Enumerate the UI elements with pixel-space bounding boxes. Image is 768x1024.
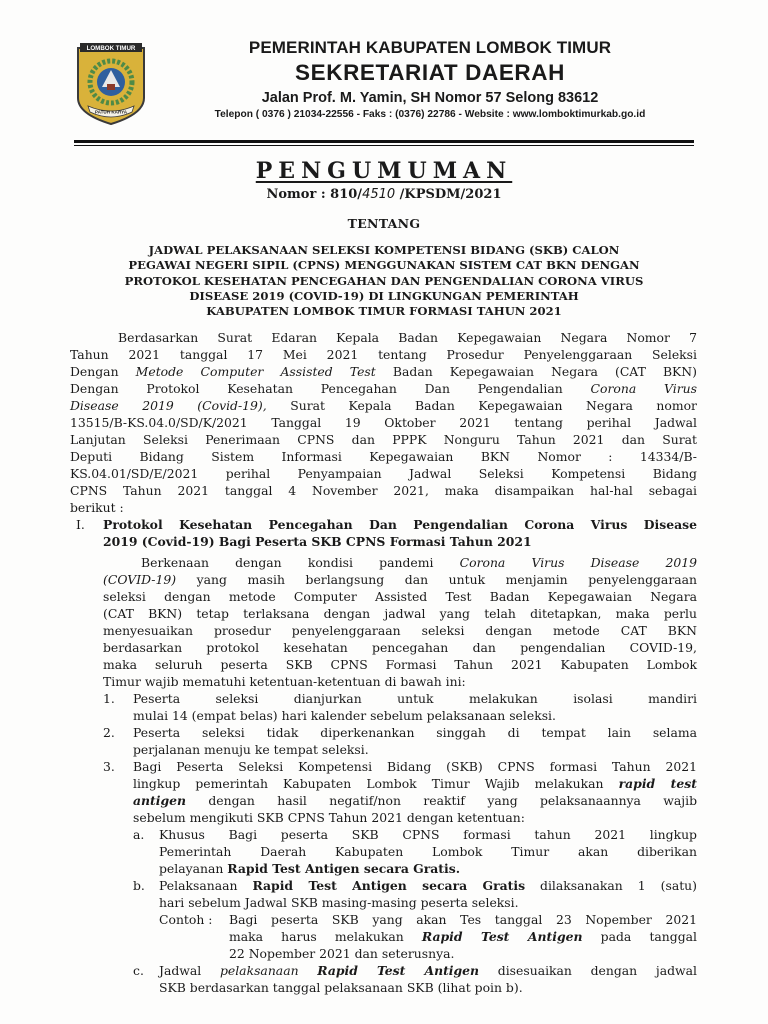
subject-line: PROTOKOL KESEHATAN PENCEGAHAN DAN PENGENDALIAN CORONA VIRUS <box>124 273 644 288</box>
section-paragraph-line: seleksi dengan metode Computer Assisted Test Badan Kepegawaian Negara <box>103 589 697 604</box>
list-item-line: sebelum mengikuti SKB CPNS Tahun 2021 dengan ketentuan: <box>133 810 525 825</box>
list-item-line: antigen dengan hasil negatif/non reaktif yang pelaksanaannya wajib <box>133 793 697 808</box>
section-heading: Protokol Kesehatan Pencegahan Dan Pengendalian Corona Virus Disease <box>103 517 697 532</box>
section-paragraph-line: berdasarkan protokol kesehatan pencegahan dan pengendalian COVID-19, <box>103 640 697 655</box>
section-paragraph-line: (CAT BKN) tetap terlaksana dengan jadwal yang telah ditetapkan, maka perlu <box>103 606 697 621</box>
sublist-item-line: SKB berdasarkan tanggal pelaksanaan SKB (lihat poin b). <box>159 980 523 995</box>
list-item-line: Peserta seleksi dianjurkan untuk melakukan isolasi mandiri <box>133 691 697 706</box>
intro-line: Dengan Metode Computer Assisted Test Badan Kepegawaian Negara (CAT BKN) <box>70 364 697 379</box>
emblem-banner-text: LOMBOK TIMUR <box>86 45 136 52</box>
subject-line: DISEASE 2019 (COVID-19) DI LINGKUNGAN PEMERINTAH <box>189 288 579 303</box>
number-prefix: Nomor : 810/ <box>266 187 363 202</box>
list-number: 3. <box>103 759 115 774</box>
intro-line: berikut : <box>70 500 124 515</box>
sublist-item-line: Jadwal pelaksanaan Rapid Test Antigen disesuaikan dengan jadwal <box>159 963 697 978</box>
section-heading: 2019 (Covid-19) Bagi Peserta SKB CPNS Formasi Tahun 2021 <box>103 534 532 549</box>
subject-line: JADWAL PELAKSANAAN SELEKSI KOMPETENSI BIDANG (SKB) CALON <box>148 243 620 257</box>
about-label: TENTANG <box>347 216 421 231</box>
intro-line: 13515/B-KS.04.0/SD/K/2021 Tanggal 19 Oktober 2021 tentang perihal Jadwal <box>70 415 697 430</box>
intro-line: Disease 2019 (Covid-19), Surat Kepala Badan Kepegawaian Negara nomor <box>70 398 697 413</box>
list-item-line: Bagi Peserta Seleksi Kompetensi Bidang (SKB) CPNS formasi Tahun 2021 <box>133 759 697 774</box>
sublist-item-line: pelayanan Rapid Test Antigen secara Gratis. <box>159 861 461 876</box>
subject-line: KABUPATEN LOMBOK TIMUR FORMASI TAHUN 2021 <box>206 304 562 319</box>
number-handwritten: 4510 <box>362 187 396 202</box>
announcement-title: PENGUMUMAN <box>255 158 513 184</box>
section-paragraph-line: maka seluruh peserta SKB CPNS Formasi Tahun 2021 Kabupaten Lombok <box>103 657 697 672</box>
number-suffix: /KPSDM/2021 <box>395 187 502 202</box>
intro-line: CPNS Tahun 2021 tanggal 4 November 2021, maka disampaikan hal-hal sebagai <box>70 483 697 498</box>
sublist-letter: b. <box>133 878 145 893</box>
office-address: Jalan Prof. M. Yamin, SH Nomor 57 Selong 83612 <box>261 90 599 106</box>
intro-line: Deputi Bidang Sistem Informasi Kepegawaian BKN Nomor : 14334/B- <box>70 449 697 464</box>
office-contact: Telepon ( 0376 ) 21034-22556 - Faks : (0376) 22786 - Website : www.lomboktimurkab.go.id <box>214 109 646 120</box>
office-name: SEKRETARIAT DAERAH <box>295 60 565 85</box>
section-paragraph-line: menyesuaikan prosedur penyelenggaraan seleksi dengan metode CAT BKN <box>103 623 697 638</box>
sublist-letter: a. <box>133 827 145 842</box>
sublist-item-line: Pemerintah Daerah Kabupaten Lombok Timur akan diberikan <box>159 844 697 859</box>
list-item-line: mulai 14 (empat belas) hari kalender sebelum pelaksanaan seleksi. <box>133 708 556 723</box>
list-number: 1. <box>103 691 115 706</box>
list-item-line: lingkup pemerintah Kabupaten Lombok Timur Wajib melakukan rapid test <box>133 776 697 791</box>
list-number: 2. <box>103 725 115 740</box>
section-paragraph-line: Timur wajib mematuhi ketentuan-ketentuan di bawah ini: <box>103 674 466 689</box>
intro-line: Dengan Protokol Kesehatan Pencegahan Dan Pengendalian Corona Virus <box>70 381 697 396</box>
example-line: Bagi peserta SKB yang akan Tes tanggal 23 Nopember 2021 <box>229 912 697 927</box>
emblem-motto-text: PATUH KARYA <box>94 109 128 115</box>
subject-line: PEGAWAI NEGERI SIPIL (CPNS) MENGGUNAKAN SISTEM CAT BKN DENGAN <box>128 258 640 273</box>
intro-line: Lanjutan Seleksi Penerimaan CPNS dan PPPK Nonguru Tahun 2021 dan Surat <box>70 432 697 447</box>
section-paragraph-line: (COVID-19) yang masih berlangsung dan untuk menjamin penyelenggaraan <box>103 572 697 587</box>
intro-line: KS.04.01/SD/E/2021 perihal Penyampaian Jadwal Seleksi Kompetensi Bidang <box>70 466 697 481</box>
example-line: maka harus melakukan Rapid Test Antigen pada tanggal <box>229 929 697 944</box>
intro-line: Tahun 2021 tanggal 17 Mei 2021 tentang Prosedur Penyelenggaraan Seleksi <box>70 347 697 362</box>
sublist-item-line: Pelaksanaan Rapid Test Antigen secara Gratis dilaksanakan 1 (satu) <box>159 878 697 893</box>
list-item-line: perjalanan menuju ke tempat seleksi. <box>133 742 369 757</box>
sublist-item-line: Khusus Bagi peserta SKB CPNS formasi tahun 2021 lingkup <box>159 827 697 842</box>
intro-line: Berdasarkan Surat Edaran Kepala Badan Kepegawaian Negara Nomor 7 <box>118 330 697 345</box>
sublist-item-line: hari sebelum Jadwal SKB masing-masing peserta seleksi. <box>159 895 519 910</box>
section-numeral: I. <box>76 517 85 532</box>
example-line: 22 Nopember 2021 dan seterusnya. <box>229 946 455 961</box>
sublist-letter: c. <box>133 963 144 978</box>
government-name: PEMERINTAH KABUPATEN LOMBOK TIMUR <box>248 38 612 57</box>
section-paragraph-line: Berkenaan dengan kondisi pandemi Corona Virus Disease 2019 <box>141 555 697 570</box>
list-item-line: Peserta seleksi tidak diperkenankan singgah di tempat lain selama <box>133 725 697 740</box>
example-label: Contoh : <box>159 912 213 927</box>
